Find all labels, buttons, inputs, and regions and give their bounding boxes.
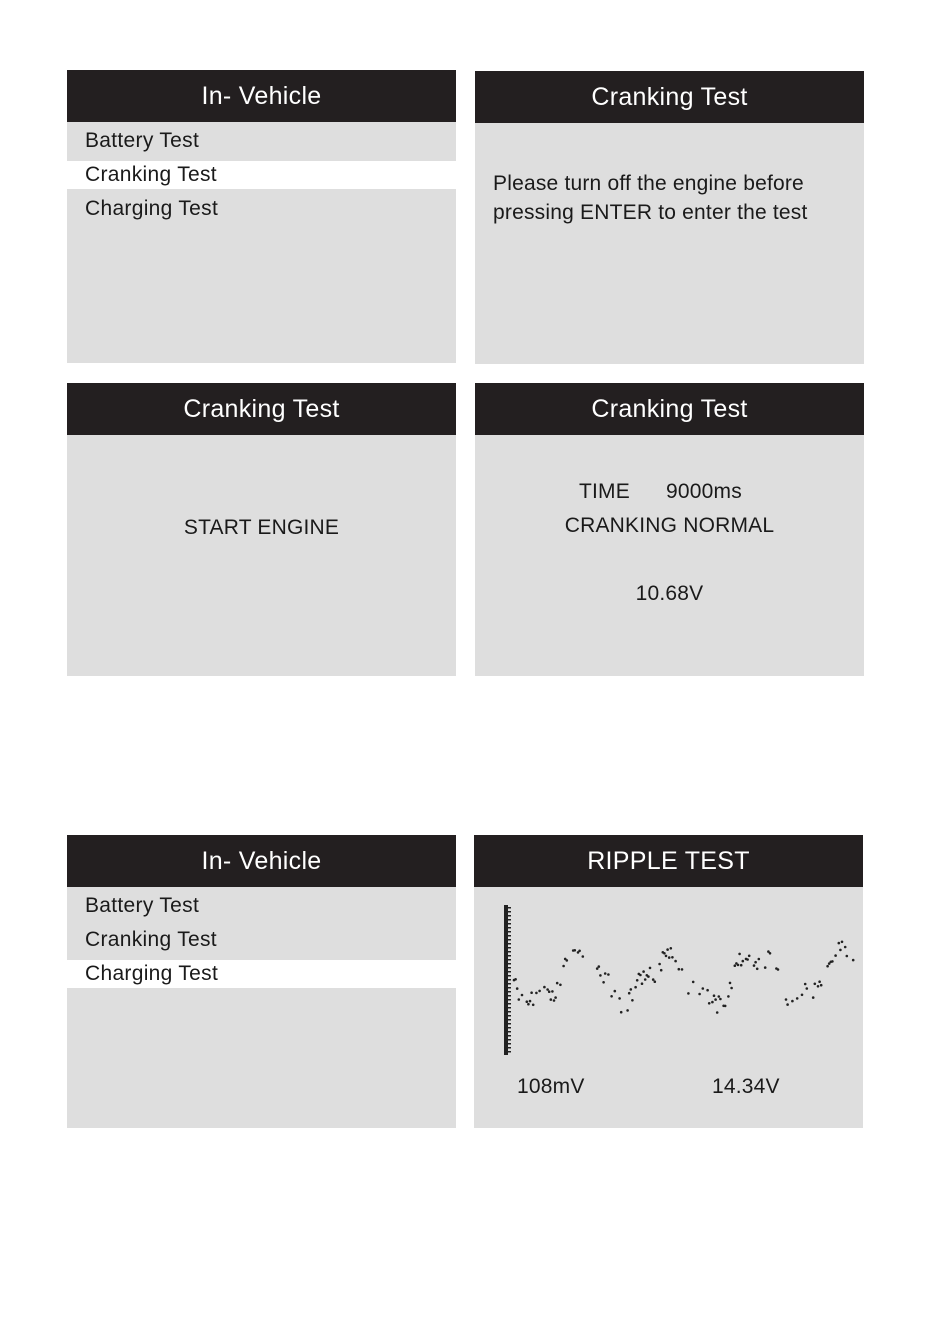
ripple-sample-dot	[604, 972, 607, 975]
ripple-sample-dot	[538, 990, 541, 993]
screen-title: In- Vehicle	[67, 835, 456, 887]
ripple-sample-dot	[660, 969, 663, 972]
ripple-sample-dot	[674, 960, 677, 963]
ripple-sample-dot	[706, 989, 709, 992]
ripple-sample-dot	[702, 987, 705, 990]
ripple-axis-tick	[508, 935, 511, 937]
ripple-sample-dot	[610, 995, 613, 998]
ripple-sample-dot	[846, 955, 849, 958]
ripple-axis-tick	[508, 951, 511, 953]
menu-item-charging-test[interactable]: Charging Test	[85, 197, 219, 220]
ripple-sample-dot	[734, 964, 737, 967]
ripple-sample-dot	[641, 982, 644, 985]
ripple-sample-dot	[628, 992, 631, 995]
ripple-sample-dot	[663, 952, 666, 955]
ripple-sample-dot	[818, 980, 821, 983]
ripple-sample-dot	[738, 953, 741, 956]
ripple-sample-dot	[758, 958, 761, 961]
ripple-sample-dot	[602, 981, 605, 984]
ripple-axis-tick	[508, 971, 511, 973]
ripple-sample-dot	[687, 992, 690, 995]
ripple-sample-dot	[724, 1005, 727, 1008]
ripple-axis-tick	[508, 939, 511, 941]
ripple-sample-dot	[559, 984, 562, 987]
ripple-sample-dot	[647, 975, 650, 978]
ripple-sample-dot	[719, 998, 722, 1001]
prompt-line-2: pressing ENTER to enter the test	[493, 201, 808, 224]
start-engine-message: START ENGINE	[183, 516, 340, 539]
ripple-sample-dot	[634, 986, 637, 989]
ripple-sample-dot	[831, 960, 834, 963]
screen-cranking-result	[475, 383, 864, 676]
menu-item-charging-test[interactable]: Charging Test	[67, 960, 456, 988]
menu-item-cranking-test[interactable]: Cranking Test	[85, 928, 217, 951]
ripple-axis	[504, 905, 511, 1055]
ripple-sample-dot	[518, 998, 521, 1001]
ripple-sample-dot	[804, 983, 807, 986]
ripple-sample-dot	[642, 970, 645, 973]
ripple-axis-tick	[508, 1047, 511, 1049]
ripple-sample-dot	[786, 1003, 789, 1006]
ripple-sample-dot	[636, 979, 639, 982]
prompt-line-1: Please turn off the engine before	[493, 172, 804, 195]
ripple-axis-tick	[508, 967, 511, 969]
screen-title: Cranking Test	[475, 383, 864, 435]
screen-start-engine	[67, 383, 456, 676]
ripple-sample-dot	[548, 990, 551, 993]
menu-item-battery-test[interactable]: Battery Test	[85, 894, 200, 917]
ripple-sample-dot	[607, 973, 610, 976]
ripple-axis-tick	[508, 975, 511, 977]
ripple-sample-dot	[844, 946, 847, 949]
ripple-sample-dot	[713, 994, 716, 997]
ripple-sample-dot	[698, 993, 701, 996]
ripple-sample-dot	[839, 949, 842, 952]
ripple-sample-dot	[556, 982, 559, 985]
ripple-axis-tick	[508, 907, 511, 909]
screen-title: Cranking Test	[475, 71, 864, 123]
ripple-sample-dot	[841, 941, 844, 944]
ripple-sample-dot	[718, 995, 721, 998]
ripple-axis-tick	[508, 1003, 511, 1005]
ripple-sample-dot	[714, 998, 717, 1001]
ripple-sample-dot	[566, 959, 569, 962]
ripple-sample-dot	[618, 997, 621, 1000]
ripple-sample-dot	[814, 983, 817, 986]
ripple-sample-dot	[796, 997, 799, 1000]
ripple-axis-tick	[508, 1023, 511, 1025]
ripple-sample-dot	[791, 1000, 794, 1003]
ripple-sample-dot	[785, 998, 788, 1001]
ripple-sample-dot	[554, 996, 557, 999]
ripple-axis-tick	[508, 979, 511, 981]
cranking-status: CRANKING NORMAL	[564, 514, 775, 537]
ripple-axis-tick	[508, 1027, 511, 1029]
screen-title: In- Vehicle	[67, 70, 456, 122]
screen-ripple-test	[474, 835, 863, 1128]
ripple-sample-dot	[801, 994, 804, 997]
time-label: TIME	[579, 480, 630, 503]
ripple-sample-dot	[737, 964, 740, 967]
ripple-sample-dot	[777, 968, 780, 971]
ripple-dots	[513, 941, 855, 1014]
ripple-sample-dot	[748, 955, 751, 958]
ripple-sample-dot	[551, 990, 554, 993]
ripple-axis-tick	[508, 1019, 511, 1021]
ripple-sample-dot	[614, 990, 617, 993]
ripple-axis-tick	[508, 1035, 511, 1037]
ripple-sample-dot	[578, 950, 581, 953]
ripple-waveform	[474, 901, 863, 1071]
ripple-sample-dot	[668, 956, 671, 959]
ripple-sample-dot	[599, 974, 602, 977]
menu-item-cranking-test[interactable]: Cranking Test	[67, 161, 456, 189]
screen-title: Cranking Test	[67, 383, 456, 435]
ripple-sample-dot	[666, 948, 669, 951]
ripple-axis-tick	[508, 911, 511, 913]
ripple-sample-dot	[681, 968, 684, 971]
ripple-sample-dot	[550, 998, 553, 1001]
menu-list	[67, 887, 456, 991]
ripple-sample-dot	[708, 1002, 711, 1005]
ripple-axis-tick	[508, 999, 511, 1001]
ripple-sample-dot	[730, 987, 733, 990]
ripple-sample-dot	[652, 978, 655, 981]
ripple-sample-dot	[521, 994, 524, 997]
ripple-axis-tick	[508, 947, 511, 949]
ripple-axis-tick	[508, 987, 511, 989]
ripple-axis-tick	[508, 1031, 511, 1033]
ripple-axis-tick	[508, 955, 511, 957]
ripple-sample-dot	[631, 999, 634, 1002]
ripple-sample-dot	[665, 955, 668, 958]
ripple-axis-tick	[508, 963, 511, 965]
ripple-sample-dot	[670, 947, 673, 950]
ripple-sample-dot	[826, 965, 829, 968]
ripple-sample-dot	[514, 978, 517, 981]
ripple-axis-tick	[508, 1043, 511, 1045]
ripple-sample-dot	[742, 960, 745, 963]
ripple-sample-dot	[562, 965, 565, 968]
ripple-axis-tick	[508, 1007, 511, 1009]
ripple-sample-dot	[820, 984, 823, 987]
screen-title: RIPPLE TEST	[474, 835, 863, 887]
ripple-sample-dot	[639, 974, 642, 977]
ripple-sample-dot	[740, 964, 743, 967]
ripple-sample-dot	[711, 1001, 714, 1004]
ripple-sample-dot	[620, 1011, 623, 1014]
ripple-axis-tick	[508, 983, 511, 985]
time-value: 9000ms	[666, 480, 742, 503]
ripple-sample-dot	[532, 1004, 535, 1007]
ripple-sample-dot	[756, 968, 759, 971]
ripple-axis-tick	[508, 1015, 511, 1017]
ripple-sample-dot	[527, 1003, 530, 1006]
ripple-sample-dot	[644, 978, 647, 981]
ripple-sample-dot	[769, 952, 772, 955]
ripple-voltage: 14.34V	[712, 1075, 780, 1098]
ripple-sample-dot	[716, 1011, 719, 1014]
ripple-axis-tick	[508, 919, 511, 921]
ripple-sample-dot	[529, 1000, 532, 1003]
ripple-sample-dot	[630, 988, 633, 991]
ripple-value: 108mV	[517, 1075, 585, 1098]
ripple-sample-dot	[526, 1000, 529, 1003]
ripple-axis-tick	[508, 959, 511, 961]
ripple-sample-dot	[649, 967, 652, 970]
ripple-sample-dot	[812, 996, 815, 999]
ripple-sample-dot	[654, 980, 657, 983]
ripple-sample-dot	[546, 988, 549, 991]
screen-in-vehicle-menu-1	[67, 70, 456, 363]
ripple-sample-dot	[753, 964, 756, 967]
ripple-sample-dot	[553, 999, 556, 1002]
ripple-axis-tick	[508, 995, 511, 997]
ripple-axis-tick	[508, 923, 511, 925]
ripple-sample-dot	[678, 968, 681, 971]
ripple-axis-tick	[508, 1051, 511, 1053]
ripple-sample-dot	[834, 954, 837, 957]
ripple-sample-dot	[626, 1009, 629, 1012]
cranking-voltage: 10.68V	[635, 582, 704, 605]
menu-item-battery-test[interactable]: Battery Test	[85, 129, 200, 152]
ripple-axis-tick	[508, 915, 511, 917]
ripple-sample-dot	[806, 987, 809, 990]
ripple-sample-dot	[658, 963, 661, 966]
screen-cranking-prompt	[475, 71, 864, 364]
ripple-axis-tick	[508, 931, 511, 933]
ripple-axis-tick	[508, 943, 511, 945]
ripple-axis-line	[504, 905, 508, 1055]
ripple-sample-dot	[764, 966, 767, 969]
ripple-sample-dot	[543, 986, 546, 989]
ripple-sample-dot	[838, 942, 841, 945]
ripple-sample-dot	[746, 958, 749, 961]
ripple-sample-dot	[671, 956, 674, 959]
ripple-axis-tick	[508, 1011, 511, 1013]
ripple-sample-dot	[692, 981, 695, 984]
ripple-sample-dot	[530, 991, 533, 994]
ripple-sample-dot	[516, 987, 519, 990]
menu-list	[67, 122, 456, 226]
ripple-sample-dot	[817, 985, 820, 988]
ripple-sample-dot	[754, 961, 757, 964]
screen-in-vehicle-menu-2	[67, 835, 456, 1128]
ripple-axis-tick	[508, 1039, 511, 1041]
ripple-sample-dot	[574, 949, 577, 952]
ripple-sample-dot	[727, 995, 730, 998]
ripple-sample-dot	[535, 992, 538, 995]
ripple-sample-dot	[729, 982, 732, 985]
ripple-sample-dot	[582, 955, 585, 958]
ripple-sample-dot	[852, 959, 855, 962]
ripple-axis-tick	[508, 927, 511, 929]
ripple-axis-tick	[508, 991, 511, 993]
ripple-sample-dot	[598, 965, 601, 968]
